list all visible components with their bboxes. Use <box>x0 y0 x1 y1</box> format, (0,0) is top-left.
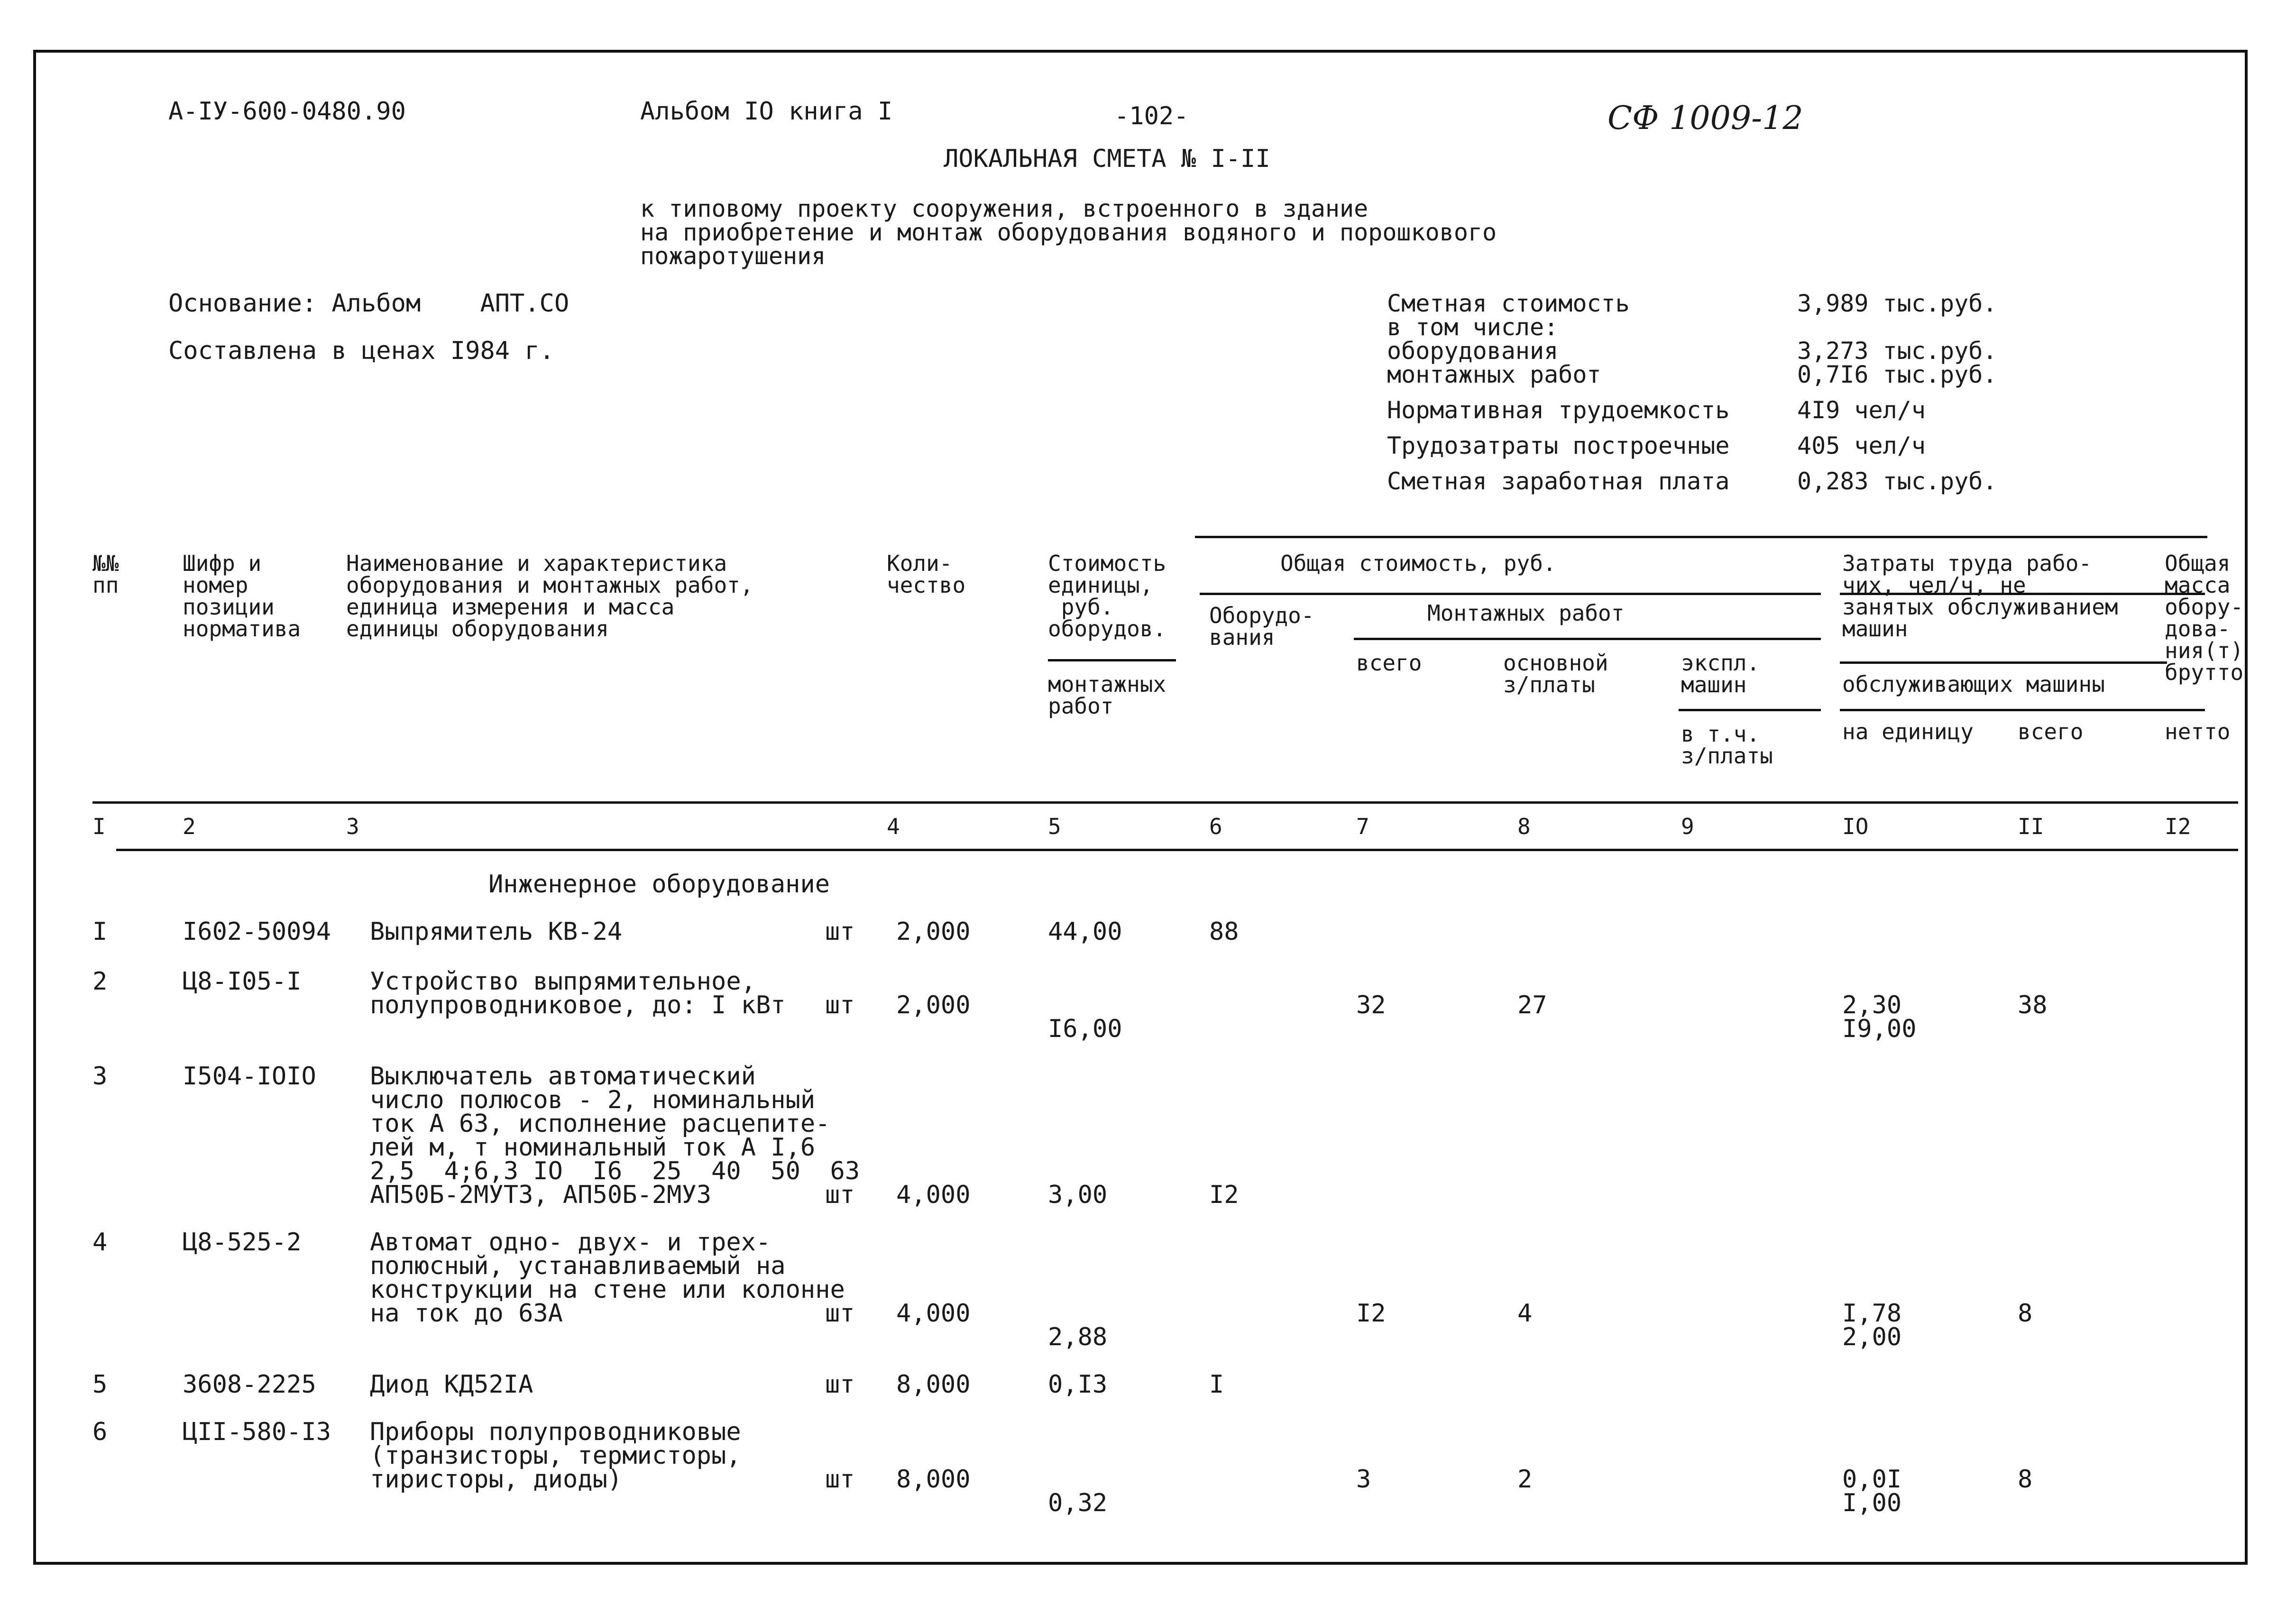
row-unit-cost-mont: 0,32 <box>1048 1489 1108 1517</box>
row-code: Ц8-I05-I <box>183 967 302 996</box>
subtitle-line-1: к типовому проекту сооружения, встроенного в здание <box>640 195 1368 222</box>
row-name: лей м, т номинальный ток А I,6 <box>370 1133 816 1162</box>
row-code: ЦII-580-I3 <box>183 1418 331 1446</box>
row-code: 3608-2225 <box>183 1370 316 1399</box>
summary-value: 3,989 тыс.руб. <box>1797 290 1997 317</box>
column-number: 5 <box>1048 814 1061 839</box>
summary-value: 405 чел/ч <box>1797 432 1926 459</box>
col-equipment-header: Оборудо- вания <box>1209 603 1314 650</box>
row-unit: шт <box>825 991 855 1019</box>
summary-label: Трудозатраты построечные <box>1387 432 1730 459</box>
row-labor-total: 8 <box>2018 1299 2033 1328</box>
row-name: (транзисторы, термисторы, <box>370 1441 741 1470</box>
row-mont-total: 32 <box>1356 991 1386 1019</box>
col-unit-cost-header: Стоимость единицы, руб. оборудов. <box>1048 551 1166 642</box>
col-mont-machines-wage-header: в т.ч. з/платы <box>1681 721 1773 769</box>
summary-label: Сметная заработная плата <box>1387 468 1730 495</box>
numbers-rule <box>116 849 2238 851</box>
col-labor-unit-header: на единицу <box>1842 719 1974 744</box>
row-quantity: 4,000 <box>896 1299 971 1328</box>
row-quantity: 2,000 <box>896 918 971 946</box>
column-number: 9 <box>1681 814 1694 839</box>
summary-value: 4I9 чел/ч <box>1797 396 1926 424</box>
col-unit-cost-mont-header: монтажных работ <box>1048 671 1166 719</box>
header-rule-labor-sub <box>1840 661 2167 664</box>
col-labor-group-header: Затраты труда рабо- чих, чел/ч, не занятых обслуживанием машин <box>1842 551 2118 642</box>
header-rule-expl <box>1679 709 1821 711</box>
column-number: I <box>92 814 106 839</box>
album-label: Альбом IO книга I <box>640 97 893 126</box>
page-number: -102- <box>1114 102 1189 130</box>
column-number: 6 <box>1209 814 1222 839</box>
row-code: I504-IOIO <box>183 1062 316 1091</box>
row-name: тиристоры, диоды) <box>370 1465 623 1494</box>
col-code-header: Шифр и номер позиции норматива <box>183 551 301 642</box>
row-total-equipment: I2 <box>1209 1181 1239 1209</box>
col-mass-header: Общая масса обору- дова- ния(т) брутто <box>2165 551 2244 685</box>
row-name: Выпрямитель КВ-24 <box>370 918 623 946</box>
row-labor-unit-2: I,00 <box>1842 1489 1902 1517</box>
row-name: число полюсов - 2, номинальный <box>370 1086 816 1114</box>
summary-value: 0,7I6 тыс.руб. <box>1797 361 1997 388</box>
col-number-header: №№ пп <box>92 551 119 598</box>
row-code: Ц8-525-2 <box>183 1228 302 1257</box>
row-total-equipment: 88 <box>1209 918 1239 946</box>
summary-value: 3,273 тыс.руб. <box>1797 337 1997 365</box>
row-name: полюсный, устанавливаемый на <box>370 1252 786 1280</box>
row-labor-unit: I,78 <box>1842 1299 1902 1328</box>
summary-value: 0,283 тыс.руб. <box>1797 468 1997 495</box>
row-name: Автомат одно- двух- и трех- <box>370 1228 771 1257</box>
handwritten-code: СФ 1009-12 <box>1607 100 1803 137</box>
row-labor-unit: 0,0I <box>1842 1465 1902 1494</box>
header-rule-bottom <box>92 801 2238 804</box>
column-number: 3 <box>346 814 359 839</box>
row-unit: шт <box>825 1370 855 1399</box>
column-number: 2 <box>183 814 196 839</box>
header-rule-total <box>1200 593 1821 595</box>
col-labor-total-header: всего <box>2018 719 2084 744</box>
row-name: АП50Б-2МУТЗ, АП50Б-2МУЗ <box>370 1181 712 1209</box>
row-unit: шт <box>825 918 855 946</box>
summary-label: оборудования <box>1387 337 1559 365</box>
header-rule-labor-unit <box>1840 709 2167 711</box>
row-name: на ток до 63А <box>370 1299 563 1328</box>
row-mont-base: 2 <box>1517 1465 1533 1494</box>
row-quantity: 8,000 <box>896 1465 971 1494</box>
row-number: 4 <box>92 1228 108 1257</box>
row-number: 6 <box>92 1418 108 1446</box>
row-labor-total: 8 <box>2018 1465 2033 1494</box>
row-unit-cost-mont: I6,00 <box>1048 1015 1122 1043</box>
page-border <box>33 50 2248 1565</box>
header-rule-top <box>1195 536 2207 538</box>
column-number: I2 <box>2165 814 2191 839</box>
row-name: ток А 63, исполнение расцепите- <box>370 1110 830 1138</box>
row-mont-total: 3 <box>1356 1465 1371 1494</box>
row-labor-unit-2: 2,00 <box>1842 1323 1902 1351</box>
summary-label: монтажных работ <box>1387 361 1601 388</box>
row-name: конструкции на стене или колонне <box>370 1275 845 1304</box>
row-name: Диод КД52IА <box>370 1370 533 1399</box>
document-title: ЛОКАЛЬНАЯ СМЕТА № I-II <box>944 145 1270 173</box>
section-heading: Инженерное оборудование <box>488 870 830 899</box>
row-total-equipment: I <box>1209 1370 1224 1399</box>
header-rule-mont <box>1354 638 1821 640</box>
basis-label: Основание: Альбом АПТ.СО <box>168 289 569 318</box>
row-name: 2,5 4;6,3 IO I6 25 40 50 63 <box>370 1157 860 1185</box>
col-mont-machines-header: экспл. машин <box>1681 650 1760 697</box>
column-number: II <box>2018 814 2044 839</box>
document-code: А-IУ-600-0480.90 <box>168 97 406 126</box>
row-unit-cost: 3,00 <box>1048 1181 1108 1209</box>
header-rule-mass-sub <box>2162 709 2205 711</box>
summary-label: Сметная стоимость <box>1387 290 1630 317</box>
col-mont-total-header: всего <box>1356 650 1422 676</box>
row-name: Выключатель автоматический <box>370 1062 756 1091</box>
summary-label: в том числе: <box>1387 313 1559 341</box>
row-number: 2 <box>92 967 108 996</box>
row-mont-base: 4 <box>1517 1299 1533 1328</box>
row-quantity: 2,000 <box>896 991 971 1019</box>
column-number: IO <box>1842 814 1869 839</box>
col-quantity-header: Коли- чество <box>887 551 966 598</box>
row-name: Устройство выпрямительное, <box>370 967 756 996</box>
column-number: 8 <box>1517 814 1531 839</box>
row-number: 3 <box>92 1062 108 1091</box>
prices-label: Составлена в ценах I984 г. <box>168 337 554 365</box>
row-mont-total: I2 <box>1356 1299 1386 1328</box>
row-unit-cost: 44,00 <box>1048 918 1122 946</box>
col-total-group-header: Общая стоимость, руб. <box>1280 551 1556 576</box>
row-name: полупроводниковое, до: I кВт <box>370 991 786 1019</box>
row-mont-base: 27 <box>1517 991 1547 1019</box>
row-quantity: 8,000 <box>896 1370 971 1399</box>
row-unit: шт <box>825 1465 855 1494</box>
row-labor-unit: 2,30 <box>1842 991 1902 1019</box>
row-number: I <box>92 918 108 946</box>
col-mont-base-header: основной з/платы <box>1503 650 1608 697</box>
header-rule-cost <box>1048 659 1176 661</box>
column-number: 4 <box>887 814 900 839</box>
row-unit-cost: 0,I3 <box>1048 1370 1108 1399</box>
col-mass-net-header: нетто <box>2165 719 2231 744</box>
row-unit: шт <box>825 1181 855 1209</box>
subtitle-line-2: на приобретение и монтаж оборудования водяного и порошкового <box>640 219 1497 246</box>
col-mont-group-header: Монтажных работ <box>1427 600 1625 626</box>
summary-label: Нормативная трудоемкость <box>1387 396 1730 424</box>
col-name-header: Наименование и характеристика оборудования и монтажных работ, единица измерения и масса единицы оборудования <box>346 551 753 642</box>
row-unit: шт <box>825 1299 855 1328</box>
row-quantity: 4,000 <box>896 1181 971 1209</box>
row-number: 5 <box>92 1370 108 1399</box>
row-unit-cost-mont: 2,88 <box>1048 1323 1108 1351</box>
row-labor-unit-2: I9,00 <box>1842 1015 1917 1043</box>
column-number: 7 <box>1356 814 1369 839</box>
row-code: I602-50094 <box>183 918 331 946</box>
col-labor-sub-header: обслуживающих машины <box>1842 671 2105 697</box>
subtitle-line-3: пожаротушения <box>640 242 826 270</box>
row-labor-total: 38 <box>2018 991 2048 1019</box>
row-name: Приборы полупроводниковые <box>370 1418 741 1446</box>
